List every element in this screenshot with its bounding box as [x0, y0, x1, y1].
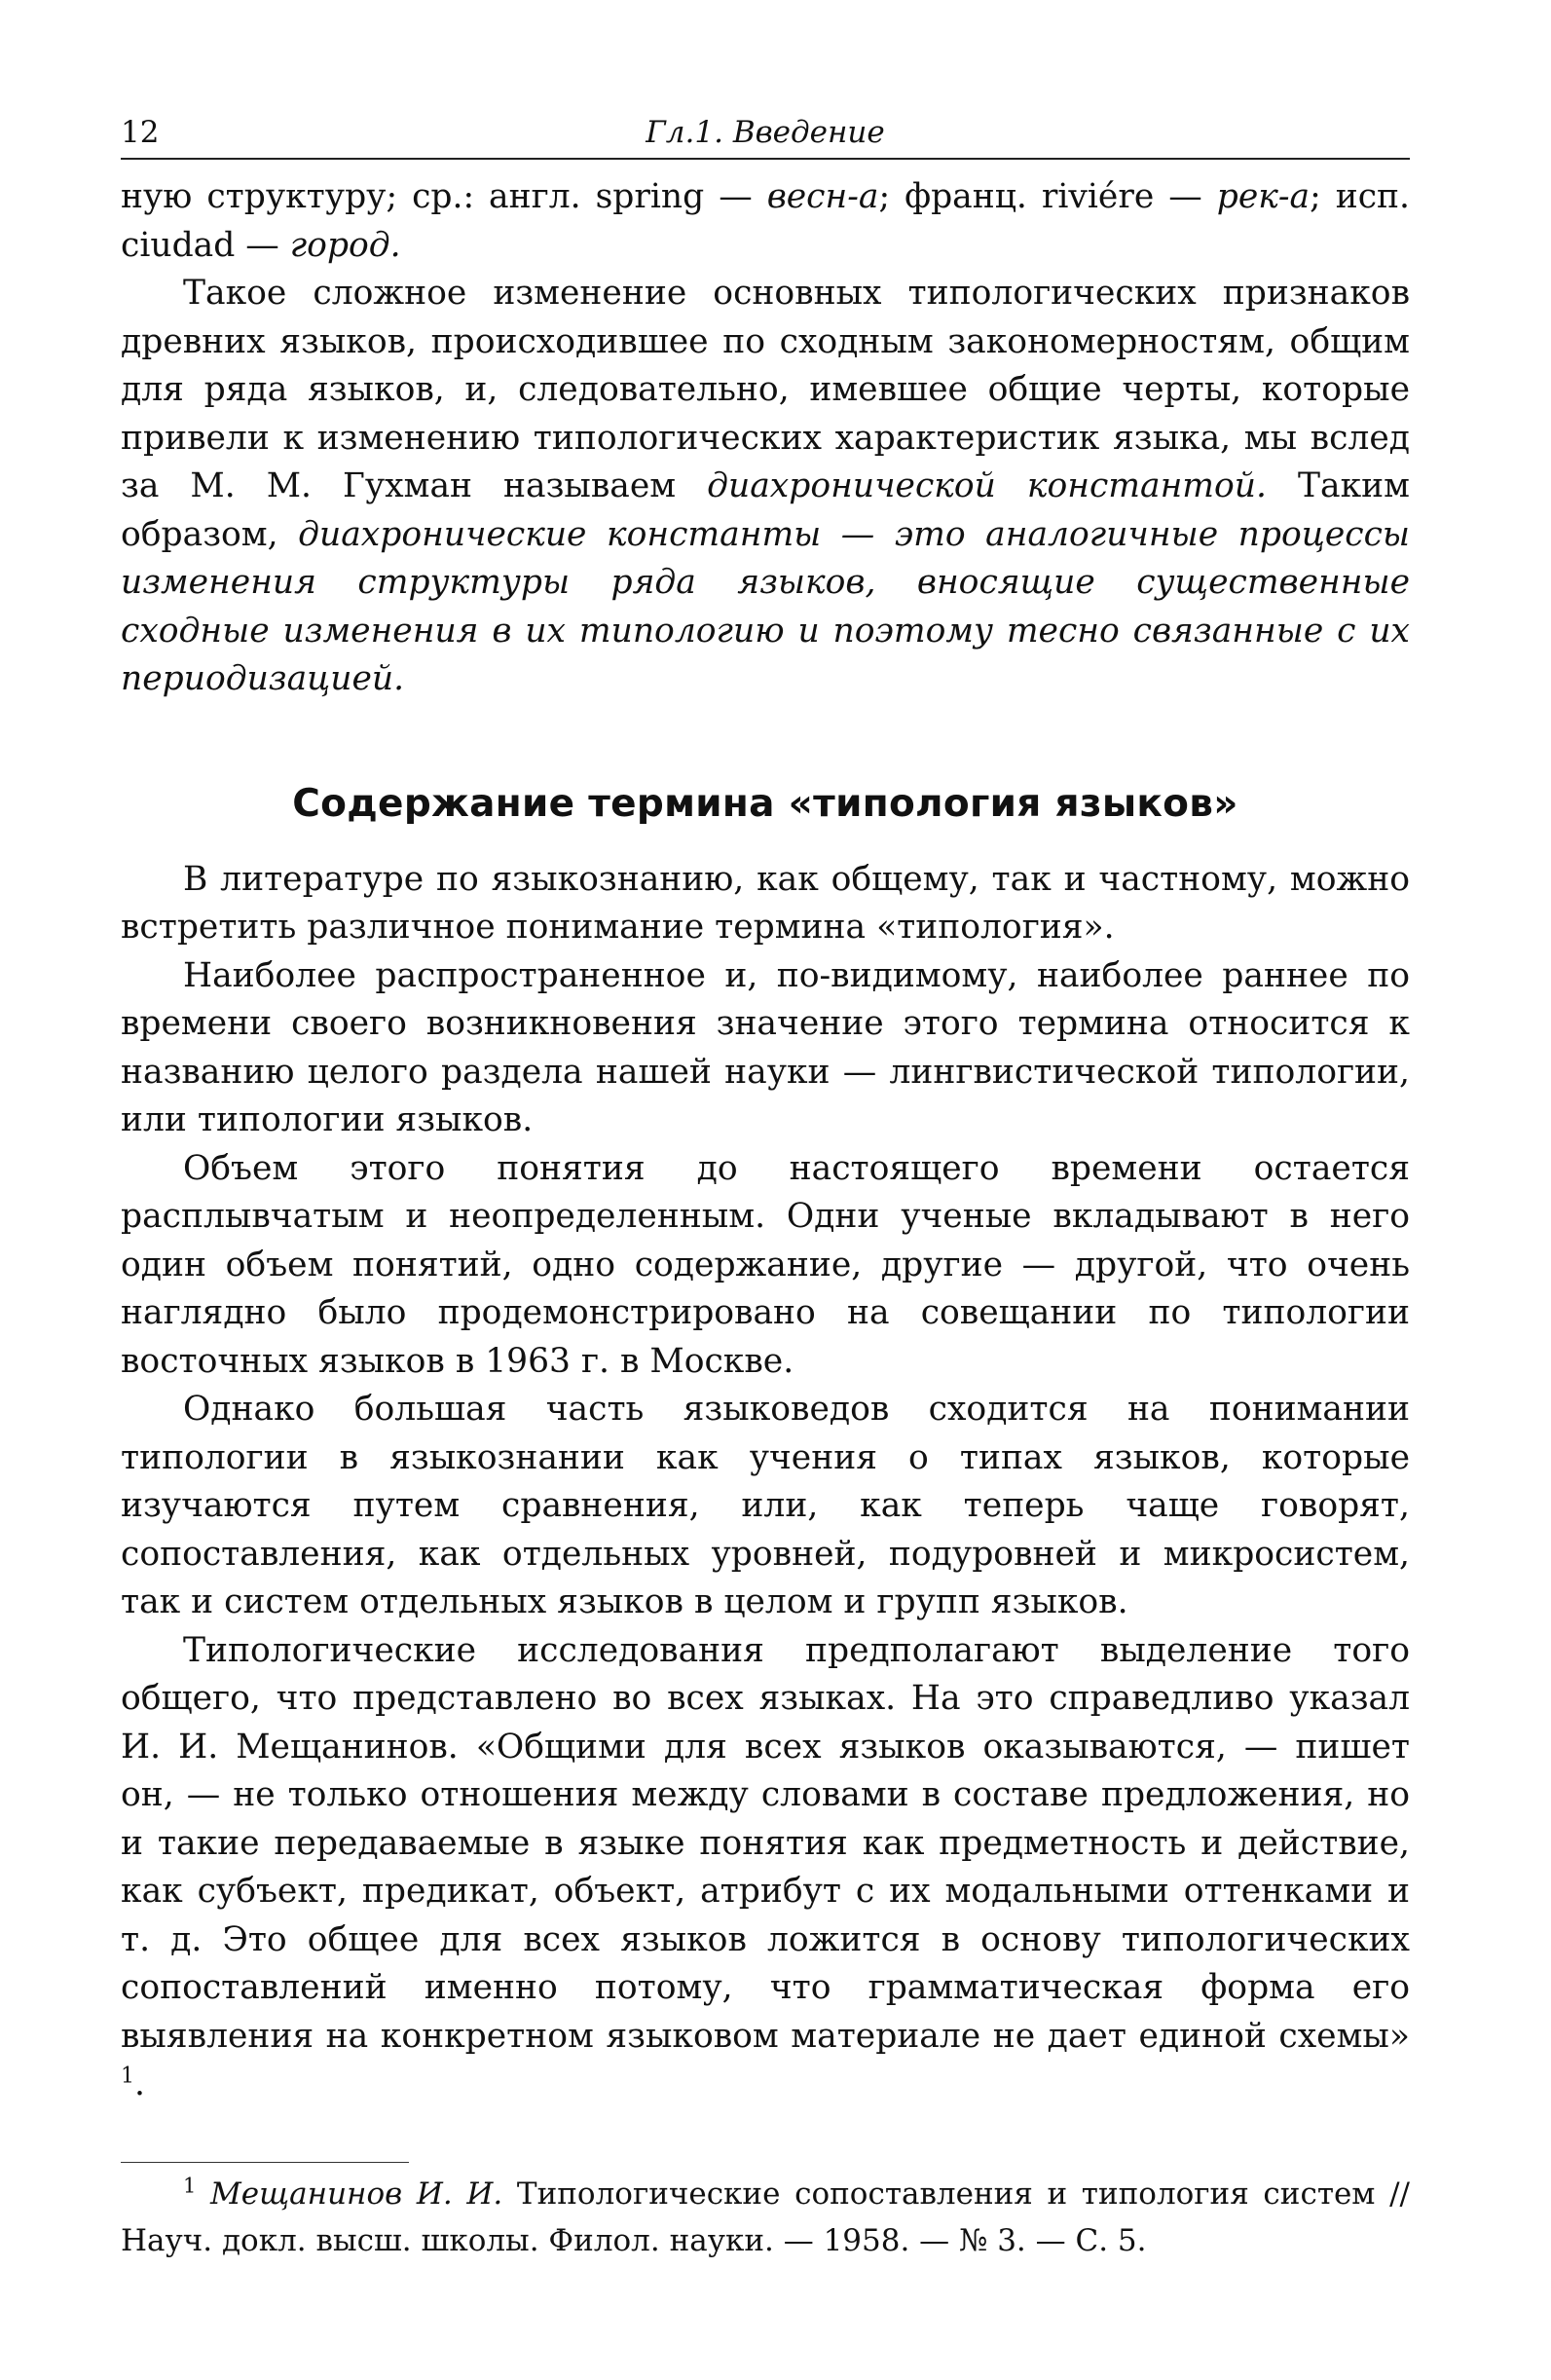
footnote-divider: [121, 2162, 409, 2163]
footnote-mark: 1: [183, 2174, 197, 2198]
paragraph-continuation: [121, 173, 1410, 270]
italic-example: весн-а: [766, 177, 879, 216]
paragraph: Объем этого понятия до настоящего времени остается расплывчатым и неопределенным. Одни ученые вкладывают в него один объем понятий, одно содержание, другие — другой, что очень наглядно было продемонстрировано на совещании по типологии восточных языков в 1963 г. в Москве.: [121, 1148, 1410, 1381]
paragraph: В литературе по языкознанию, как общему, так и частному, можно встретить различное понимание термина «типология».: [121, 859, 1410, 947]
book-page: [121, 107, 1410, 2264]
footnote-text: Типологические сопоставления и типология систем // Науч. докл. высш. школы. Филол. науки. — 1958. — № 3. — С. 5.: [121, 2175, 1410, 2258]
paragraph: Наиболее распространенное и, по-видимому, наиболее раннее по времени своего возникновения значение этого термина относится к названию целого раздела нашей науки — лингвистической типологии, или типологии языков.: [121, 955, 1410, 1139]
italic-term: диахронической константой.: [707, 466, 1267, 505]
italic-example: город.: [289, 225, 401, 265]
running-header: [121, 107, 1410, 160]
footnote-author: Мещанинов И. И.: [210, 2175, 503, 2212]
text-run: ную структуру; ср.: англ. spring —: [121, 177, 767, 216]
chapter-title: Гл.1. Введение: [646, 115, 885, 150]
paragraph: [121, 270, 1410, 704]
text-run: Такое сложное изменение основных типологических признаков древних языков, происходившее по сходным закономерностям, общим для ряда языков, и, следовательно, имевшее общие черты, которые привели к изменению типологических характеристик языка, мы вслед за М. М. Гухман называем: [121, 274, 1410, 505]
text-run: ; франц. riviére —: [878, 177, 1217, 216]
page-number: 12: [121, 115, 160, 150]
text-run: ; исп. ciudad —: [121, 177, 1411, 265]
footnote: [121, 2171, 1410, 2264]
paragraph: Однако большая часть языковедов сходится на понимании типологии в языкознании как учения о типах языков, которые изучаются путем сравнения, или, как теперь чаще говорят, сопоставления, как отдельных уровней, подуровней и микросистем, так и систем отдельных языков в целом и групп языков.: [121, 1390, 1410, 1621]
paragraph: Типологические исследования предполагают выделение того общего, что представлено во всех языках. На это справедливо указал И. И. Мещанинов. «Общими для всех языков оказываются, — пишет он, — не только отношения между словами в составе предложения, но и такие передаваемые в языке понятия как предметность и действие, как субъект, предикат, объект, атрибут с их модальными оттенками и т. д. Это общее для всех языков ложится в основу типологических сопоставлений именно потому, что грамматическая форма его выявления на конкретном языковом материале не дает единой схемы» $^1$.: [121, 1630, 1410, 2103]
page-body: [121, 173, 1410, 2264]
italic-example: рек-а: [1216, 177, 1311, 216]
text-run: Таким образом,: [121, 466, 1410, 554]
italic-definition: диахронические константы — это аналогичные процессы изменения структуры ряда языков, вносящие существенные сходные изменения в их типологию и поэтому тесно связанные с их периодизацией.: [121, 514, 1410, 698]
text-run: Типологические исследования предполагают выделение того общего, что представлено во всех языках. На это справедливо указал И. И. Мещанинов. «Общими для всех языков оказываются, — пишет он, — не только отношения между словами в составе предложения, но и такие передаваемые в языке понятия как предметность и действие, как субъект, предикат, объект, атрибут с их модальными оттенками и т. д. Это общее для всех языков ложится в основу типологических сопоставлений именно потому, что грамматическая форма его выявления на конкретном языковом материале не дает единой схемы»: [121, 1630, 1410, 2056]
footnote-reference[interactable]: 1: [121, 2064, 134, 2089]
section-heading: Содержание термина «типология языков»: [292, 781, 1238, 826]
